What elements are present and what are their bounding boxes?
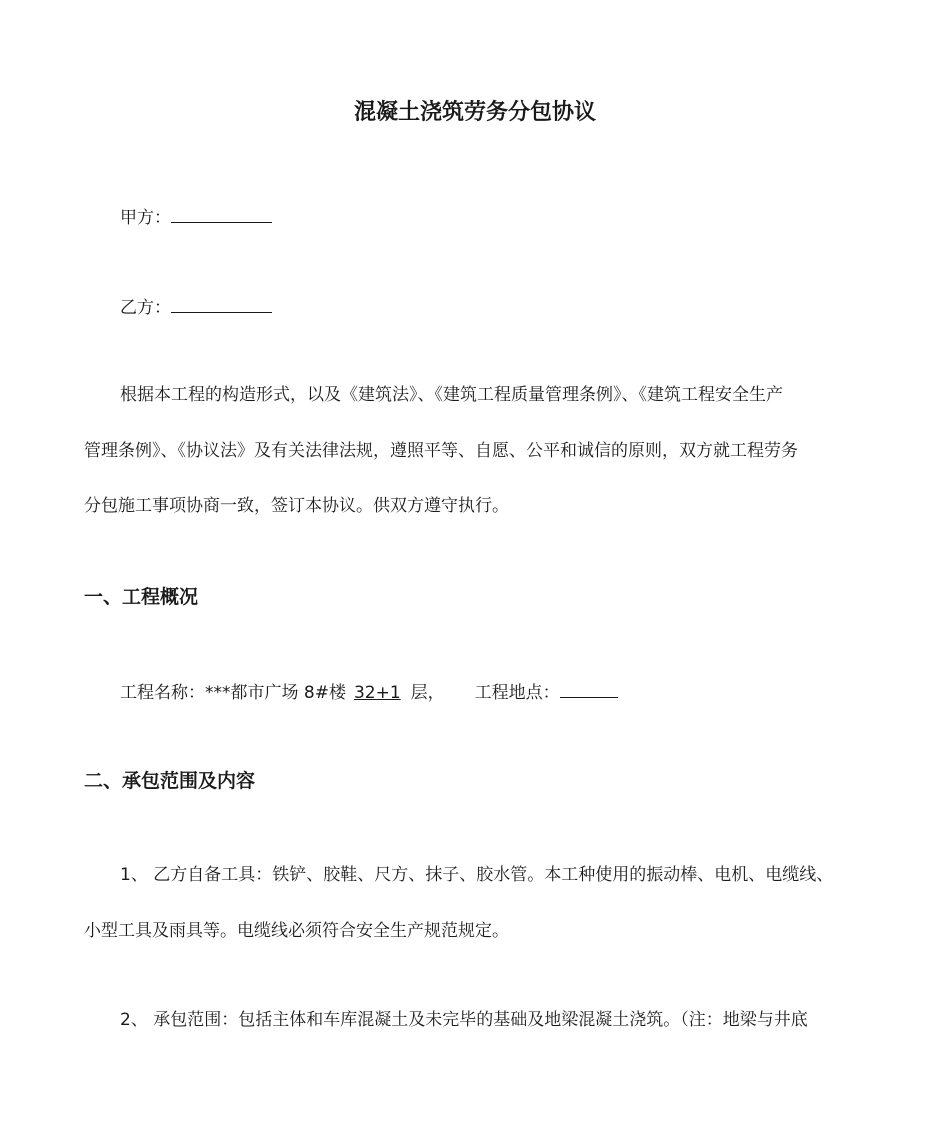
floors-value: 32+1 [353, 683, 401, 703]
item-1-line-1: 1、 乙方自备工具：铁铲、胶鞋、尺方、抹子、胶水管。本工种使用的振动棒、电机、电缆线、 [120, 865, 834, 885]
project-info-line [120, 679, 618, 705]
section-2-heading: 二、承包范围及内容 [84, 770, 256, 792]
section-1-heading: 一、工程概况 [84, 586, 199, 608]
party-b-line [120, 294, 272, 320]
party-b-label: 乙方： [120, 298, 171, 318]
party-b-blank [171, 294, 272, 313]
floors-suffix: 层， [410, 683, 445, 703]
intro-line-1: 根据本工程的构造形式，以及《建筑法》、《建筑工程质量管理条例》、《建筑工程安全生产 [120, 385, 783, 405]
project-name-label: 工程名称：***都市广场 8#楼 [120, 683, 346, 703]
intro-line-2: 管理条例》、《协议法》及有关法律法规，遵照平等、自愿、公平和诚信的原则，双方就工程劳务 [84, 441, 798, 461]
location-blank [560, 679, 618, 698]
intro-line-3: 分包施工事项协商一致，签订本协议。供双方遵守执行。 [84, 496, 509, 516]
party-a-blank [171, 204, 272, 223]
item-1-line-2: 小型工具及雨具等。电缆线必须符合安全生产规范规定。 [84, 921, 509, 941]
party-a-label: 甲方： [120, 208, 171, 228]
location-label: 工程地点： [474, 683, 560, 703]
item-2-line-1: 2、 承包范围：包括主体和车库混凝土及未完毕的基础及地梁混凝土浇筑。（注：地梁与井底 [120, 1010, 808, 1030]
party-a-line [120, 204, 272, 230]
document-title: 混凝土浇筑劳务分包协议 [353, 100, 596, 125]
